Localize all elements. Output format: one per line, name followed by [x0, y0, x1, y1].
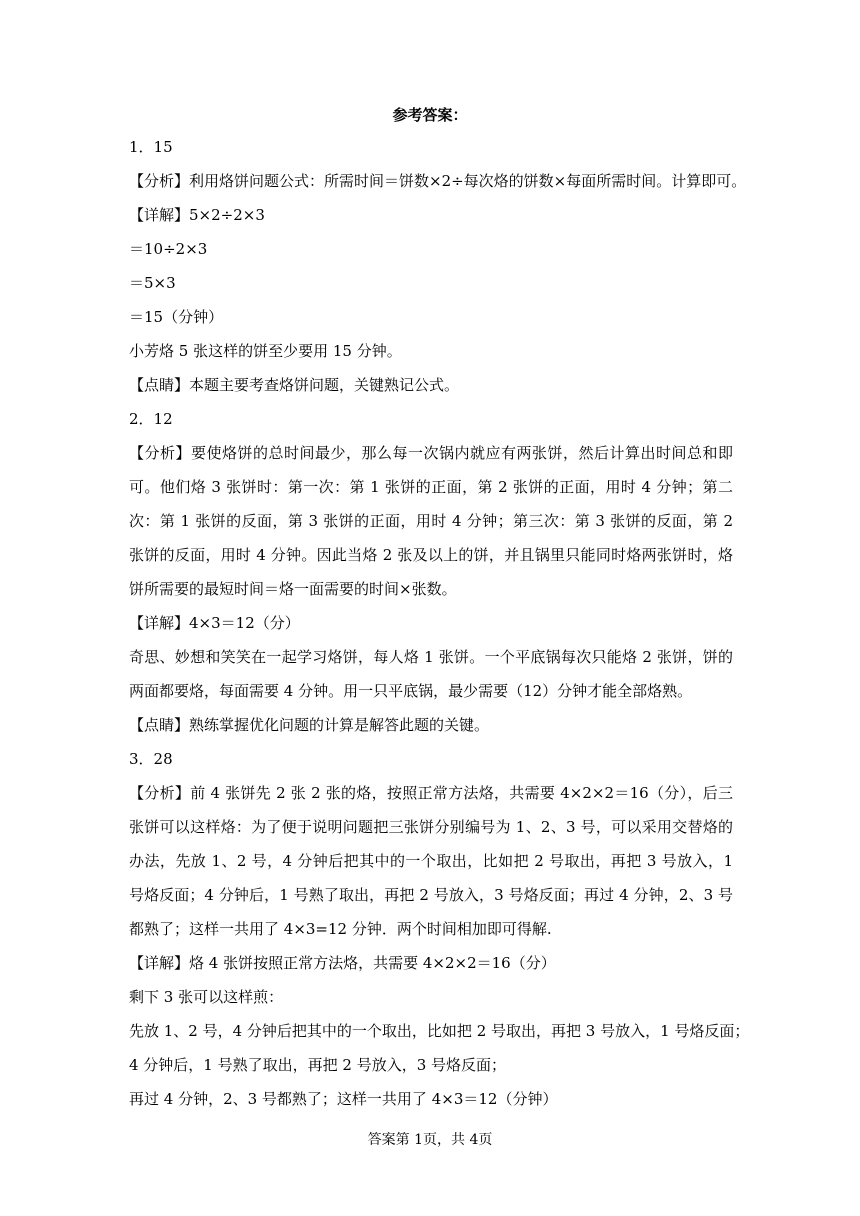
page-title: 参考答案： [392, 106, 468, 124]
q2-comment: 【点睛】熟练掌握优化问题的计算是解答此题的关键。 [129, 716, 490, 734]
q1-number: 1．15 [129, 138, 173, 156]
q2-number: 2．12 [129, 410, 173, 428]
q2-analysis: 【分析】要使烙饼的总时间最少，那么每一次锅内就应有两张饼，然后计算出时间总和即可。他们烙 3 张饼时：第一次：第 1 张饼的正面，第 2 张饼的正面，用时 4 分钟；第二次：第 1 张饼的反面，第 3 张饼的正面，用时 4 分钟；第三次：第 3 张饼的反面，第 2 张饼的反面，用时 4 分钟。因此当烙 2 张及以上的饼，并且锅里只能同时烙两张饼时，烙饼所需要的最短时间＝烙一面需要的时间×张数。 [129, 444, 733, 598]
q3-analysis: 【分析】前 4 张饼先 2 张 2 张的烙，按照正常方法烙，共需要 4×2×2＝16（分），后三张饼可以这样烙：为了便于说明问题把三张饼分别编号为 1、2、3 号，可以采用交替烙的办法，先放 1、2 号，4 分钟后把其中的一个取出，比如把 2 号取出，再把 3 号放入，1 号烙反面；4 分钟后，1 号熟了取出，再把 2 号放入，3 号烙反面；再过 4 分钟，2、3 号都熟了；这样一共用了 4×3=12 分钟．两个时间相加即可得解. [129, 784, 733, 938]
q3-step1: 先放 1、2 号，4 分钟后把其中的一个取出，比如把 2 号取出，再把 3 号放入，1 号烙反面； [129, 1022, 750, 1040]
page-footer: 答案第 1页，共 4页 [367, 1132, 493, 1148]
q2-detail: 【详解】4×3＝12（分） [129, 614, 300, 632]
q3-step3: 再过 4 分钟，2、3 号都熟了；这样一共用了 4×3＝12（分钟） [129, 1090, 558, 1108]
q1-step3: ＝15（分钟） [129, 308, 224, 326]
q3-number: 3．28 [129, 750, 173, 768]
q1-step1: ＝10÷2×3 [129, 240, 208, 258]
answer-content [129, 130, 750, 1116]
q1-detail: 【详解】5×2÷2×3 [129, 206, 265, 224]
q3-detail: 【详解】烙 4 张饼按照正常方法烙，共需要 4×2×2＝16（分） [129, 954, 556, 972]
q3-step2: 4 分钟后，1 号熟了取出，再把 2 号放入，3 号烙反面； [129, 1056, 507, 1074]
q1-analysis: 【分析】利用烙饼问题公式：所需时间＝饼数×2÷每次烙的饼数×每面所需时间。计算即可。 [129, 172, 747, 190]
q1-conclusion: 小芳烙 5 张这样的饼至少要用 15 分钟。 [129, 342, 402, 360]
q1-comment: 【点睛】本题主要考查烙饼问题，关键熟记公式。 [129, 376, 460, 394]
q2-explanation: 奇思、妙想和笑笑在一起学习烙饼，每人烙 1 张饼。一个平底锅每次只能烙 2 张饼，饼的两面都要烙，每面需要 4 分钟。用一只平底锅，最少需要（12）分钟才能全部烙熟。 [129, 648, 733, 700]
q3-rest: 剩下 3 张可以这样煎： [129, 988, 284, 1006]
q1-step2: ＝5×3 [129, 274, 176, 292]
